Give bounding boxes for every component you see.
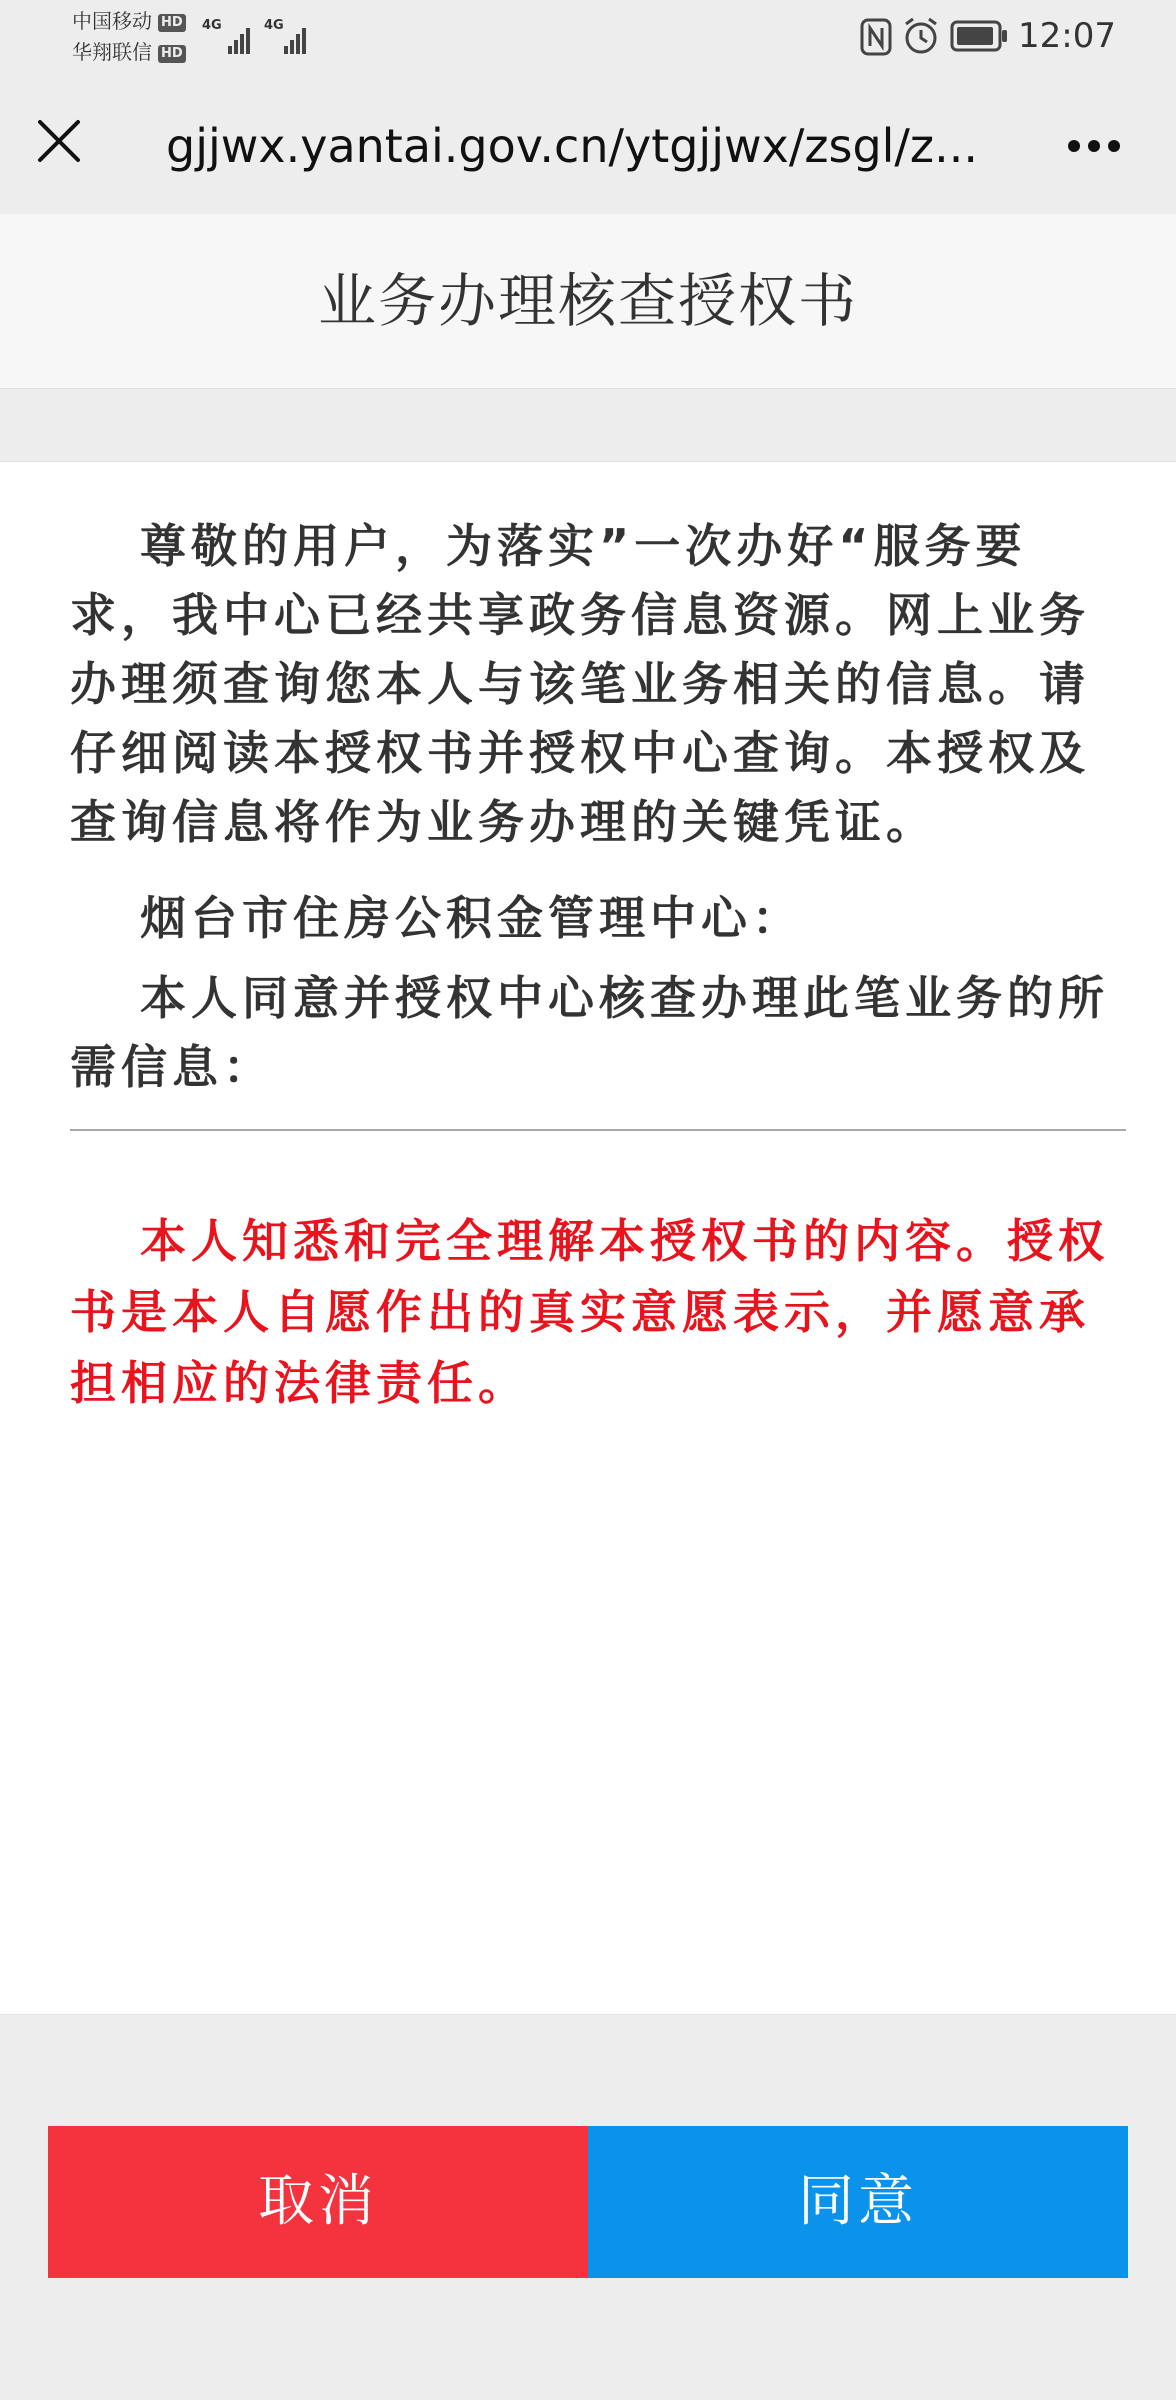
carrier-1 [72,9,186,33]
consent-paragraph: 本人同意并授权中心核查办理此笔业务的所需信息： [70,971,1109,1094]
divider [70,1129,1126,1131]
status-bar [0,0,1176,76]
close-icon [34,116,84,166]
page-header [0,214,1176,389]
carrier-2 [72,40,186,64]
more-button[interactable] [1060,126,1126,166]
hd-badge: HD [158,45,186,63]
cancel-button[interactable]: 取消 [48,2126,588,2278]
section-gap [0,389,1176,462]
carrier-2-name: 华翔联信 [72,40,152,64]
signal-strength-icon [264,14,318,54]
page-title: 业务办理核查授权书 [317,267,858,335]
network-type-label: 4G [264,18,284,33]
addressee-line: 烟台市住房公积金管理中心： [140,891,803,945]
nfc-icon [860,18,892,56]
network-type-label: 4G [202,18,222,33]
carrier-1-name: 中国移动 [72,9,152,33]
alarm-icon [902,16,940,56]
browser-address-bar [0,76,1176,214]
agree-button[interactable]: 同意 [588,2126,1128,2278]
close-button[interactable] [34,116,84,166]
page-url[interactable]: gjjwx.yantai.gov.cn/ytgjjwx/zsgl/z... [166,119,978,173]
clock: 12:07 [1018,16,1116,56]
legal-notice: 本人知悉和完全理解本授权书的内容。授权书是本人自愿作出的真实意愿表示，并愿意承担相应的法律责任。 [70,1214,1109,1410]
more-icon [1068,140,1080,152]
signal-strength-icon [202,14,256,54]
intro-paragraph: 尊敬的用户，为落实”一次办好“服务要求，我中心已经共享政务信息资源。网上业务办理须查询您本人与该笔业务相关的信息。请仔细阅读本授权书并授权中心查询。本授权及查询信息将作为业务办理的关键凭证。 [70,519,1090,849]
authorization-content [0,462,1176,2015]
hd-badge: HD [158,14,186,32]
battery-icon [950,20,1008,52]
